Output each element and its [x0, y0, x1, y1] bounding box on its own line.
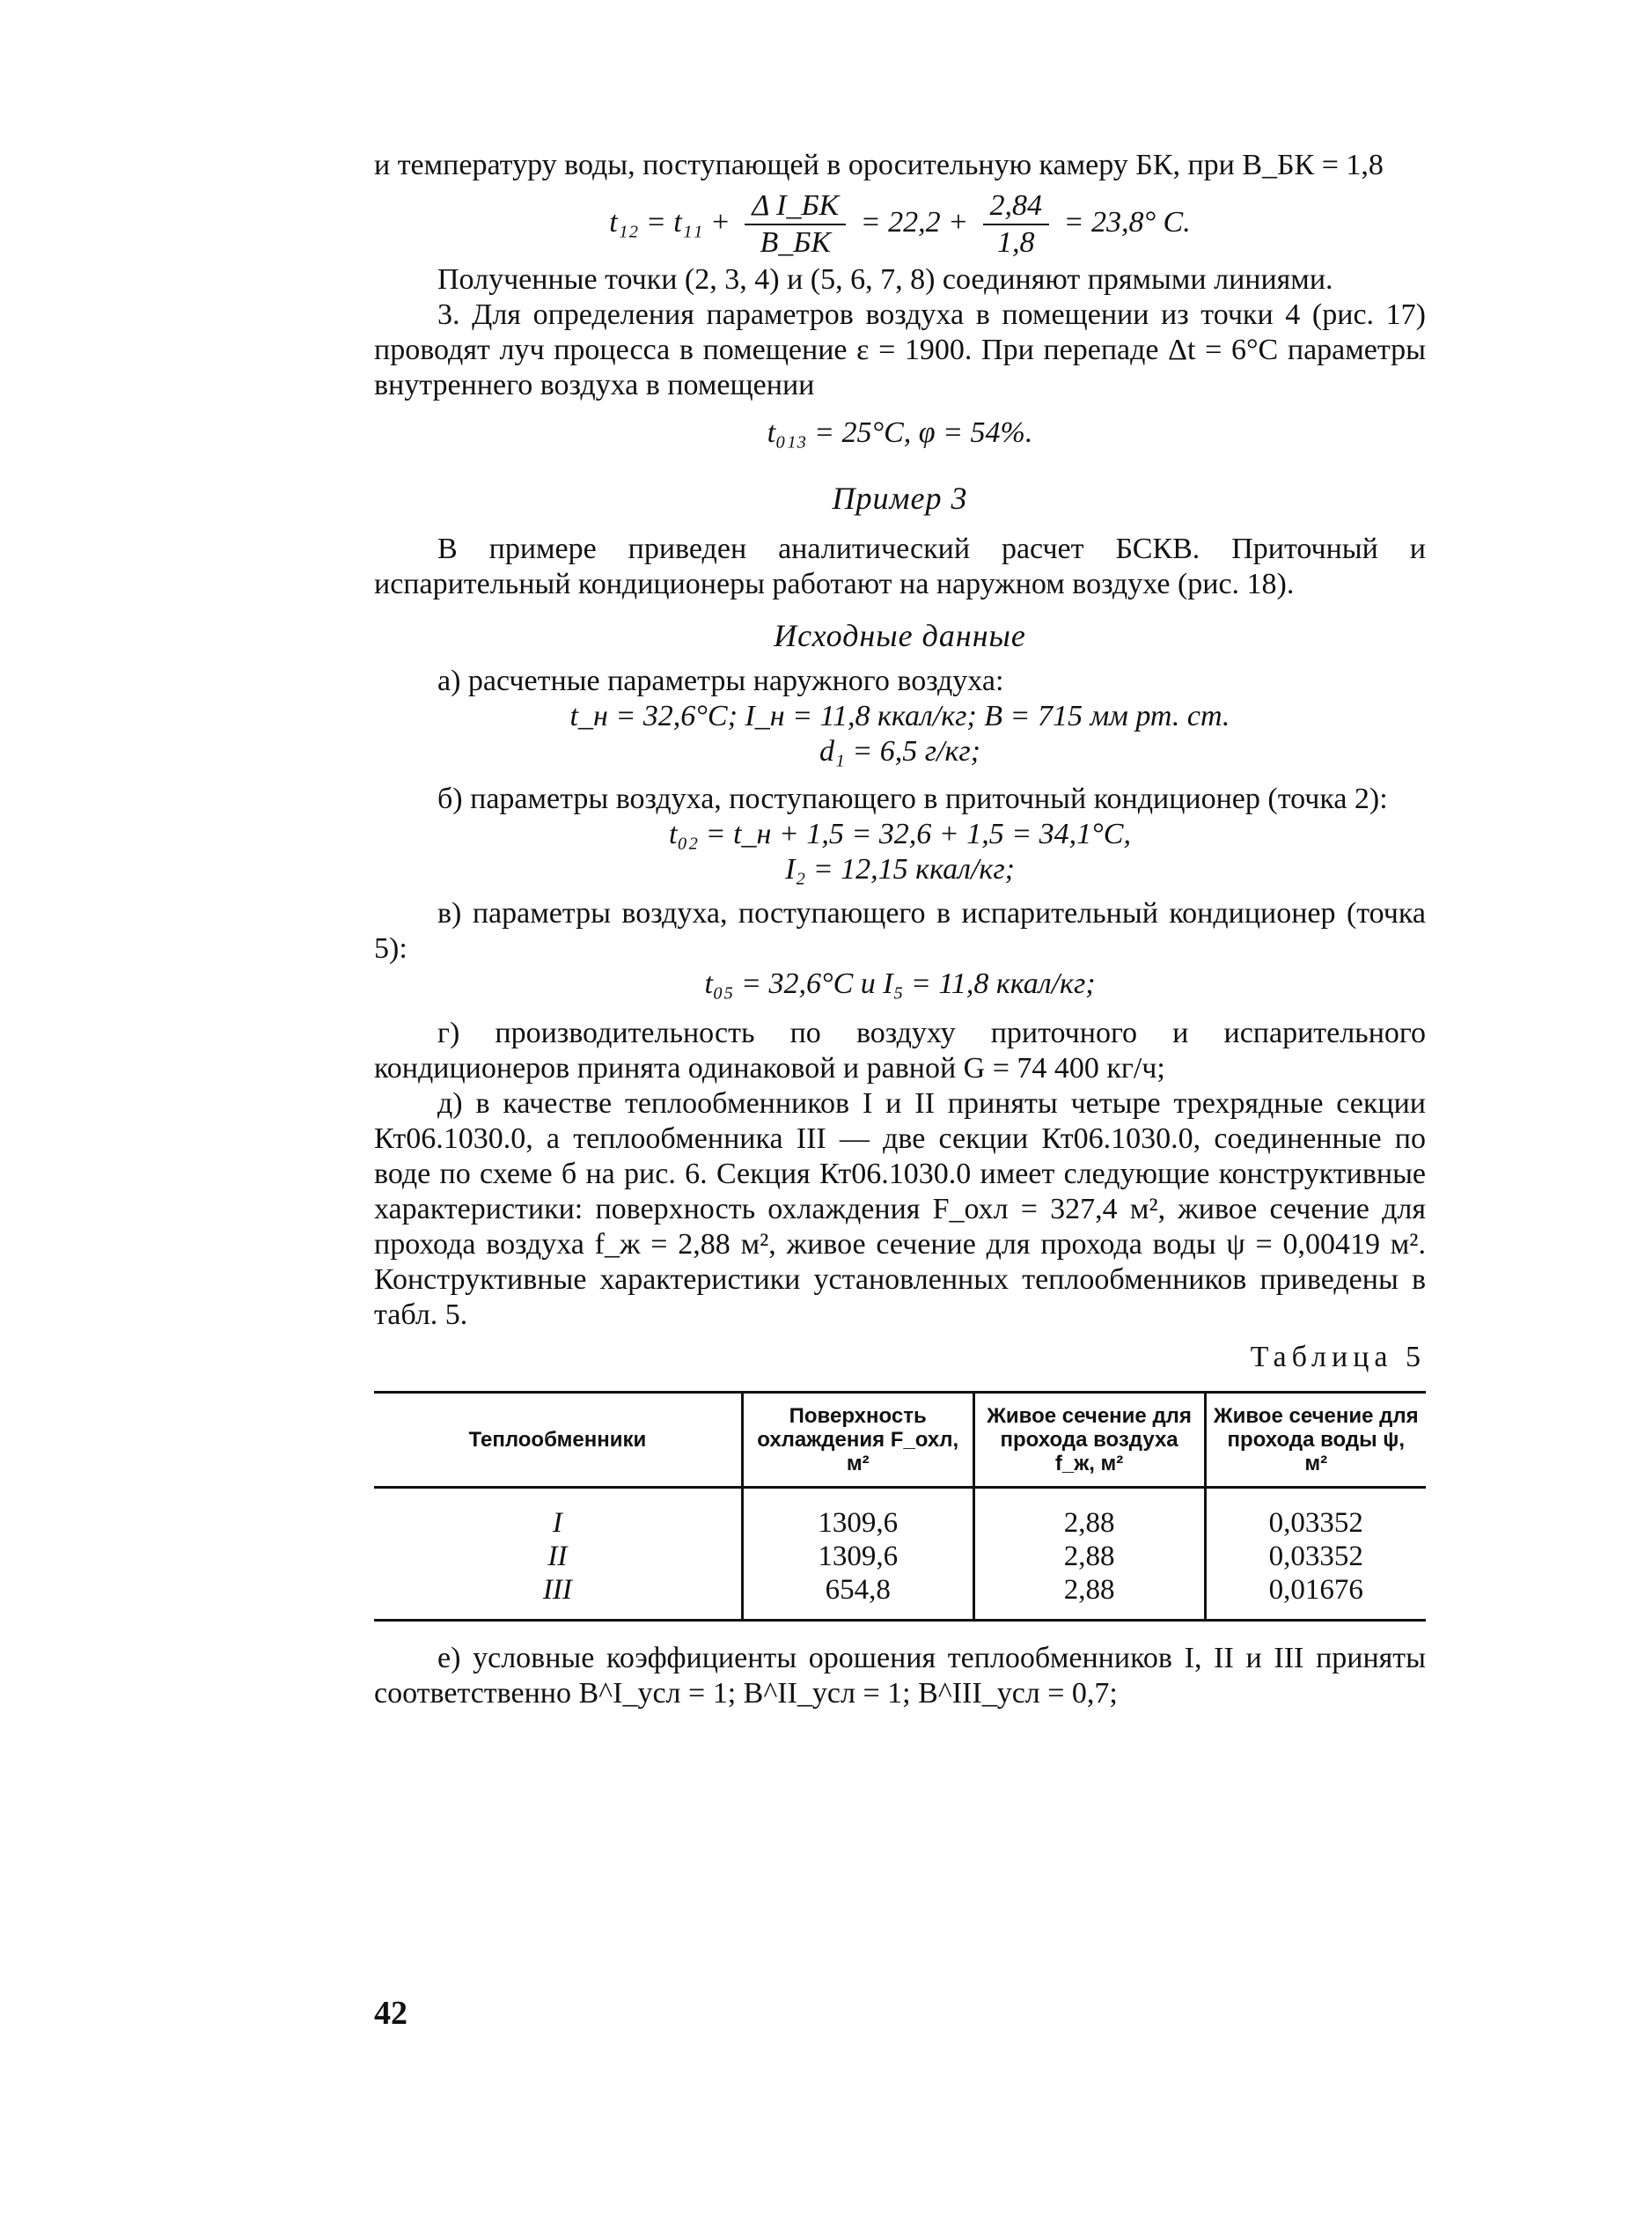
table-cell: II — [547, 1541, 568, 1572]
item-v: в) параметры воздуха, поступающего в испарительный кондиционер (точка 5): — [374, 897, 1426, 965]
formula-t12-lhs: t₁₂ = t₁₁ + — [609, 205, 731, 239]
item-g: г) производительность по воздуху приточного и испарительного кондиционеров принята одинаковой и равной G = 74 400 кг/ч; — [374, 1017, 1426, 1085]
table-cell: 1309,6 — [742, 1488, 973, 1541]
formula-t12-rhs: = 23,8° C. — [1063, 205, 1191, 239]
item-e: е) условные коэффициенты орошения теплообменников I, II и III приняты соответственно B^I_усл = 1; B^II_усл = 1; B^III_усл = 0,7; — [374, 1642, 1426, 1710]
table-cell: 2,88 — [973, 1540, 1205, 1573]
table-header-cell: Живое сечение для прохода воды ψ, м² — [1205, 1393, 1426, 1488]
page-number: 42 — [374, 1995, 407, 2032]
item-v-formula-1: t₀₅ = 32,6°C и I₅ = 11,8 ккал/кг; — [704, 967, 1096, 1000]
formula-t12 — [374, 188, 1426, 261]
heading-input-data: Исходные данные — [774, 618, 1026, 653]
fraction-284-over-18 — [983, 188, 1050, 261]
table-cell: III — [374, 1573, 742, 1621]
item-d: д) в качестве теплообменников I и II приняты четыре трехрядные секции Кт06.1030.0, а теплообменника III — две секции Кт06.1030.0, соединенные по воде по схеме б на рис. 6. Секция Кт06.1030.0 имеет следующие конструктивные характеристики: поверхность охлаждения F_охл = 327,4 м², живое сечение для прохода воздуха f_ж = 2,88 м², живое сечение для прохода воды ψ = 0,00419 м². Конструктивные характеристики установленных теплообменников приведены в табл. 5. — [374, 1087, 1426, 1331]
table-header-row — [374, 1393, 1426, 1488]
item-b: б) параметры воздуха, поступающего в приточный кондиционер (точка 2): — [437, 783, 1388, 815]
table-caption: Таблица 5 — [1250, 1341, 1426, 1373]
table-cell: 0,03352 — [1205, 1540, 1426, 1573]
table-row — [374, 1540, 1426, 1573]
table-cell: 654,8 — [742, 1573, 973, 1621]
table-row — [374, 1488, 1426, 1541]
paragraph-example: В примере приведен аналитический расчет БСКВ. Приточный и испарительный кондиционеры работают на наружном воздухе (рис. 18). — [374, 533, 1426, 600]
table-cell: 0,03352 — [1205, 1488, 1426, 1541]
text-column — [374, 148, 1426, 1711]
paragraph-step-3: 3. Для определения параметров воздуха в помещении из точки 4 (рис. 17) проводят луч процесса в помещение ε = 1900. При перепаде Δt = 6°C параметры внутреннего воздуха в помещении — [374, 298, 1426, 401]
table-cell: I — [552, 1507, 562, 1539]
table-cell: 2,88 — [973, 1573, 1205, 1621]
table-header-cell: Живое сечение для прохода воздуха f_ж, м² — [973, 1393, 1205, 1488]
item-a: а) расчетные параметры наружного воздуха: — [437, 665, 1004, 697]
item-b-formula-2: I₂ = 12,15 ккал/кг; — [785, 853, 1015, 886]
table-cell: 2,88 — [973, 1488, 1205, 1541]
fraction-numerator: Δ I_БК — [745, 188, 846, 225]
formula-t12-mid: = 22,2 + — [860, 205, 969, 239]
table-cell: 0,01676 — [1205, 1573, 1426, 1621]
fraction-numerator: 2,84 — [983, 188, 1050, 225]
paragraph-points: Полученные точки (2, 3, 4) и (5, 6, 7, 8) соединяют прямыми линиями. — [437, 263, 1333, 296]
table-cell: 1309,6 — [742, 1540, 973, 1573]
fraction-denominator: 1,8 — [997, 226, 1035, 259]
table-header-cell: Теплообменники — [374, 1393, 742, 1488]
item-b-formula-1: t₀₂ = t_н + 1,5 = 32,6 + 1,5 = 34,1°C, — [669, 818, 1131, 850]
fraction-dI-over-B — [745, 188, 846, 261]
item-a-formula-2: d₁ = 6,5 г/кг; — [819, 735, 980, 768]
item-a-formula-1: t_н = 32,6°C; I_н = 11,8 ккал/кг; B = 715 мм рт. ст. — [569, 700, 1230, 732]
paragraph-intro: и температуру воды, поступающей в оросительную камеру БК, при B_БК = 1,8 — [374, 149, 1384, 181]
heading-example-3: Пример 3 — [832, 481, 968, 516]
fraction-denominator: B_БК — [760, 226, 831, 259]
heat-exchanger-table — [374, 1391, 1426, 1622]
table-header-cell: Поверхность охлаждения F_охл, м² — [742, 1393, 973, 1488]
formula-t013: t₀₁₃ = 25°C, φ = 54%. — [767, 416, 1033, 449]
table-row — [374, 1573, 1426, 1621]
